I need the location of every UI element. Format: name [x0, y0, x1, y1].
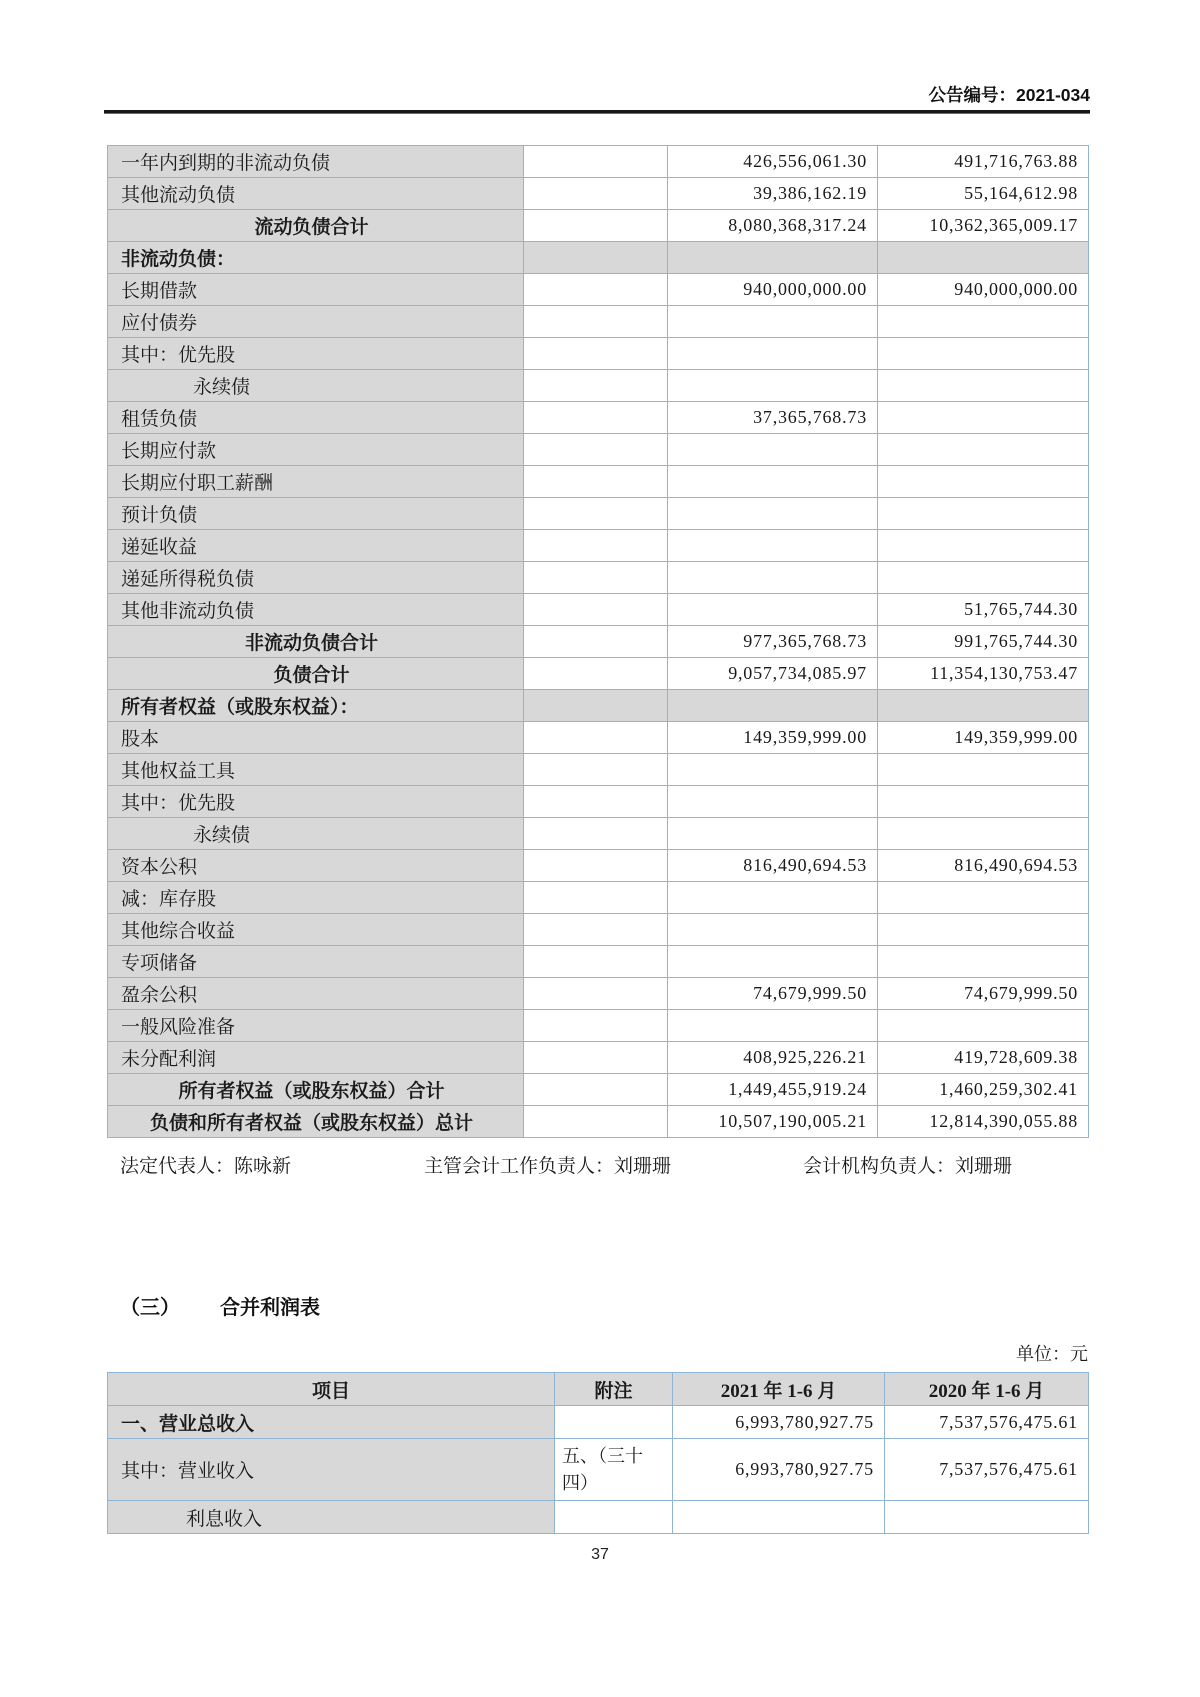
- balance-note: [524, 434, 668, 466]
- balance-sheet-body: [108, 146, 1089, 1138]
- balance-note: [524, 978, 668, 1010]
- balance-value-2021: [668, 1010, 878, 1042]
- income-value-2020: 7,537,576,475.61: [885, 1406, 1089, 1439]
- balance-row-label: 永续债: [108, 370, 524, 402]
- section-name: 合并利润表: [220, 1297, 320, 1319]
- column-header-note: 附注: [555, 1373, 673, 1406]
- balance-note: [524, 818, 668, 850]
- balance-note: [524, 722, 668, 754]
- balance-row-label: 其中：优先股: [108, 786, 524, 818]
- table-row: [108, 914, 1089, 946]
- balance-value-2020: 991,765,744.30: [878, 626, 1089, 658]
- balance-value-2020: 10,362,365,009.17: [878, 210, 1089, 242]
- balance-value-2021: 940,000,000.00: [668, 274, 878, 306]
- balance-row-label: 其他非流动负债: [108, 594, 524, 626]
- balance-value-2021: 426,556,061.30: [668, 146, 878, 178]
- balance-value-2021: [668, 754, 878, 786]
- balance-row-label: 资本公积: [108, 850, 524, 882]
- table-row: [108, 146, 1089, 178]
- balance-note: [524, 1042, 668, 1074]
- balance-note: [524, 274, 668, 306]
- balance-row-label: 未分配利润: [108, 1042, 524, 1074]
- balance-value-2020: 816,490,694.53: [878, 850, 1089, 882]
- table-row: [108, 274, 1089, 306]
- balance-value-2021: [668, 562, 878, 594]
- balance-note: [524, 850, 668, 882]
- balance-row-label: 递延收益: [108, 530, 524, 562]
- balance-row-label: 其他权益工具: [108, 754, 524, 786]
- balance-value-2021: [668, 914, 878, 946]
- balance-row-label: 股本: [108, 722, 524, 754]
- balance-value-2021: [668, 466, 878, 498]
- balance-note: [524, 210, 668, 242]
- table-row: [108, 626, 1089, 658]
- table-row: [108, 1074, 1089, 1106]
- balance-note: [524, 658, 668, 690]
- balance-value-2021: 816,490,694.53: [668, 850, 878, 882]
- table-row: [108, 1501, 1089, 1534]
- table-row: [108, 1010, 1089, 1042]
- table-row: [108, 1439, 1089, 1501]
- table-row: [108, 530, 1089, 562]
- balance-note: [524, 626, 668, 658]
- column-header-2021: 2021 年 1-6 月: [673, 1373, 885, 1406]
- table-row: [108, 658, 1089, 690]
- chief-accountant: 主管会计工作负责人：刘珊珊: [424, 1156, 672, 1177]
- balance-row-label: 一般风险准备: [108, 1010, 524, 1042]
- balance-value-2021: 9,057,734,085.97: [668, 658, 878, 690]
- income-value-2021: [673, 1501, 885, 1534]
- income-value-2021: 6,993,780,927.75: [673, 1439, 885, 1501]
- balance-value-2020: [878, 434, 1089, 466]
- table-row: [108, 402, 1089, 434]
- balance-note: [524, 690, 668, 722]
- balance-value-2021: [668, 594, 878, 626]
- balance-value-2020: 1,460,259,302.41: [878, 1074, 1089, 1106]
- balance-value-2020: [878, 818, 1089, 850]
- balance-row-label: 负债合计: [108, 658, 524, 690]
- balance-note: [524, 530, 668, 562]
- header-rule: [104, 110, 1090, 114]
- balance-row-label: 递延所得税负债: [108, 562, 524, 594]
- balance-value-2021: 1,449,455,919.24: [668, 1074, 878, 1106]
- balance-value-2021: 10,507,190,005.21: [668, 1106, 878, 1138]
- balance-sheet-table: [107, 145, 1089, 1138]
- balance-value-2021: [668, 690, 878, 722]
- table-row: [108, 370, 1089, 402]
- balance-note: [524, 786, 668, 818]
- balance-value-2021: 408,925,226.21: [668, 1042, 878, 1074]
- balance-note: [524, 1074, 668, 1106]
- unit-label: 单位：元: [1016, 1344, 1088, 1364]
- balance-note: [524, 914, 668, 946]
- balance-row-label: 非流动负债：: [108, 242, 524, 274]
- balance-note: [524, 754, 668, 786]
- income-note: [555, 1406, 673, 1439]
- balance-value-2021: [668, 306, 878, 338]
- balance-value-2021: [668, 338, 878, 370]
- balance-note: [524, 338, 668, 370]
- balance-row-label: 专项储备: [108, 946, 524, 978]
- income-value-2020: 7,537,576,475.61: [885, 1439, 1089, 1501]
- balance-value-2021: [668, 434, 878, 466]
- balance-value-2020: 74,679,999.50: [878, 978, 1089, 1010]
- balance-value-2020: [878, 1010, 1089, 1042]
- balance-value-2020: [878, 306, 1089, 338]
- table-row: [108, 850, 1089, 882]
- section-index: （三）: [120, 1297, 180, 1319]
- column-header-item: 项目: [108, 1373, 555, 1406]
- balance-row-label: 减：库存股: [108, 882, 524, 914]
- table-row: [108, 1406, 1089, 1439]
- balance-value-2020: 51,765,744.30: [878, 594, 1089, 626]
- table-row: [108, 882, 1089, 914]
- balance-value-2020: [878, 466, 1089, 498]
- table-row: [108, 562, 1089, 594]
- table-row: [108, 338, 1089, 370]
- balance-note: [524, 882, 668, 914]
- balance-row-label: 流动负债合计: [108, 210, 524, 242]
- balance-value-2021: [668, 786, 878, 818]
- balance-value-2021: [668, 882, 878, 914]
- announcement-number: 公告编号：2021-034: [928, 85, 1090, 105]
- balance-note: [524, 562, 668, 594]
- balance-value-2020: 12,814,390,055.88: [878, 1106, 1089, 1138]
- balance-row-label: 盈余公积: [108, 978, 524, 1010]
- balance-value-2020: [878, 754, 1089, 786]
- balance-note: [524, 306, 668, 338]
- balance-value-2021: [668, 946, 878, 978]
- balance-value-2021: 37,365,768.73: [668, 402, 878, 434]
- balance-value-2021: 8,080,368,317.24: [668, 210, 878, 242]
- table-row: [108, 946, 1089, 978]
- balance-row-label: 长期应付款: [108, 434, 524, 466]
- section-title: [120, 1291, 320, 1320]
- income-row-label: 其中：营业收入: [108, 1439, 555, 1501]
- legal-representative: 法定代表人：陈咏新: [120, 1156, 292, 1177]
- table-row: [108, 466, 1089, 498]
- balance-value-2020: 149,359,999.00: [878, 722, 1089, 754]
- balance-row-label: 一年内到期的非流动负债: [108, 146, 524, 178]
- balance-note: [524, 498, 668, 530]
- table-row: [108, 690, 1089, 722]
- balance-value-2020: [878, 370, 1089, 402]
- table-row: [108, 818, 1089, 850]
- balance-note: [524, 370, 668, 402]
- income-statement-table: [107, 1372, 1089, 1534]
- income-statement-body: [108, 1406, 1089, 1534]
- table-row: [108, 242, 1089, 274]
- balance-value-2020: [878, 498, 1089, 530]
- income-note: [555, 1501, 673, 1534]
- table-row: [108, 434, 1089, 466]
- table-row: [108, 978, 1089, 1010]
- balance-row-label: 长期应付职工薪酬: [108, 466, 524, 498]
- income-value-2021: 6,993,780,927.75: [673, 1406, 885, 1439]
- balance-row-label: 预计负债: [108, 498, 524, 530]
- table-row: [108, 1106, 1089, 1138]
- balance-value-2020: [878, 914, 1089, 946]
- balance-value-2021: 149,359,999.00: [668, 722, 878, 754]
- balance-value-2020: 419,728,609.38: [878, 1042, 1089, 1074]
- balance-row-label: 所有者权益（或股东权益）合计: [108, 1074, 524, 1106]
- balance-value-2021: [668, 498, 878, 530]
- balance-value-2021: 74,679,999.50: [668, 978, 878, 1010]
- table-row: [108, 754, 1089, 786]
- income-row-label: 一、营业总收入: [108, 1406, 555, 1439]
- balance-row-label: 其他综合收益: [108, 914, 524, 946]
- balance-value-2020: [878, 562, 1089, 594]
- balance-row-label: 其他流动负债: [108, 178, 524, 210]
- balance-row-label: 长期借款: [108, 274, 524, 306]
- income-value-2020: [885, 1501, 1089, 1534]
- balance-note: [524, 1106, 668, 1138]
- balance-note: [524, 466, 668, 498]
- balance-note: [524, 594, 668, 626]
- balance-value-2020: [878, 338, 1089, 370]
- table-row: [108, 210, 1089, 242]
- balance-note: [524, 178, 668, 210]
- balance-value-2020: 940,000,000.00: [878, 274, 1089, 306]
- balance-row-label: 永续债: [108, 818, 524, 850]
- income-row-label: 利息收入: [108, 1501, 555, 1534]
- balance-value-2021: 977,365,768.73: [668, 626, 878, 658]
- balance-value-2020: 491,716,763.88: [878, 146, 1089, 178]
- balance-value-2021: [668, 242, 878, 274]
- balance-row-label: 非流动负债合计: [108, 626, 524, 658]
- table-row: [108, 786, 1089, 818]
- balance-note: [524, 146, 668, 178]
- balance-value-2021: [668, 530, 878, 562]
- balance-value-2020: [878, 946, 1089, 978]
- balance-value-2020: 55,164,612.98: [878, 178, 1089, 210]
- income-note: 五、（三十四）: [555, 1439, 673, 1501]
- balance-value-2020: [878, 882, 1089, 914]
- balance-value-2021: 39,386,162.19: [668, 178, 878, 210]
- table-row: [108, 1042, 1089, 1074]
- balance-value-2020: [878, 402, 1089, 434]
- balance-value-2020: [878, 242, 1089, 274]
- accounting-head: 会计机构负责人：刘珊珊: [803, 1156, 1013, 1177]
- balance-note: [524, 402, 668, 434]
- balance-note: [524, 242, 668, 274]
- table-row: [108, 594, 1089, 626]
- balance-value-2020: [878, 786, 1089, 818]
- page-number: 37: [591, 1546, 609, 1563]
- balance-value-2020: [878, 530, 1089, 562]
- table-row: [108, 178, 1089, 210]
- table-row: [108, 722, 1089, 754]
- table-row: [108, 498, 1089, 530]
- balance-note: [524, 946, 668, 978]
- table-row: [108, 306, 1089, 338]
- balance-value-2020: 11,354,130,753.47: [878, 658, 1089, 690]
- balance-value-2021: [668, 818, 878, 850]
- balance-note: [524, 1010, 668, 1042]
- balance-value-2021: [668, 370, 878, 402]
- balance-value-2020: [878, 690, 1089, 722]
- balance-row-label: 租赁负债: [108, 402, 524, 434]
- balance-row-label: 应付债券: [108, 306, 524, 338]
- balance-row-label: 负债和所有者权益（或股东权益）总计: [108, 1106, 524, 1138]
- column-header-2020: 2020 年 1-6 月: [885, 1373, 1089, 1406]
- balance-row-label: 其中：优先股: [108, 338, 524, 370]
- table-header-row: [108, 1373, 1089, 1406]
- balance-row-label: 所有者权益（或股东权益）：: [108, 690, 524, 722]
